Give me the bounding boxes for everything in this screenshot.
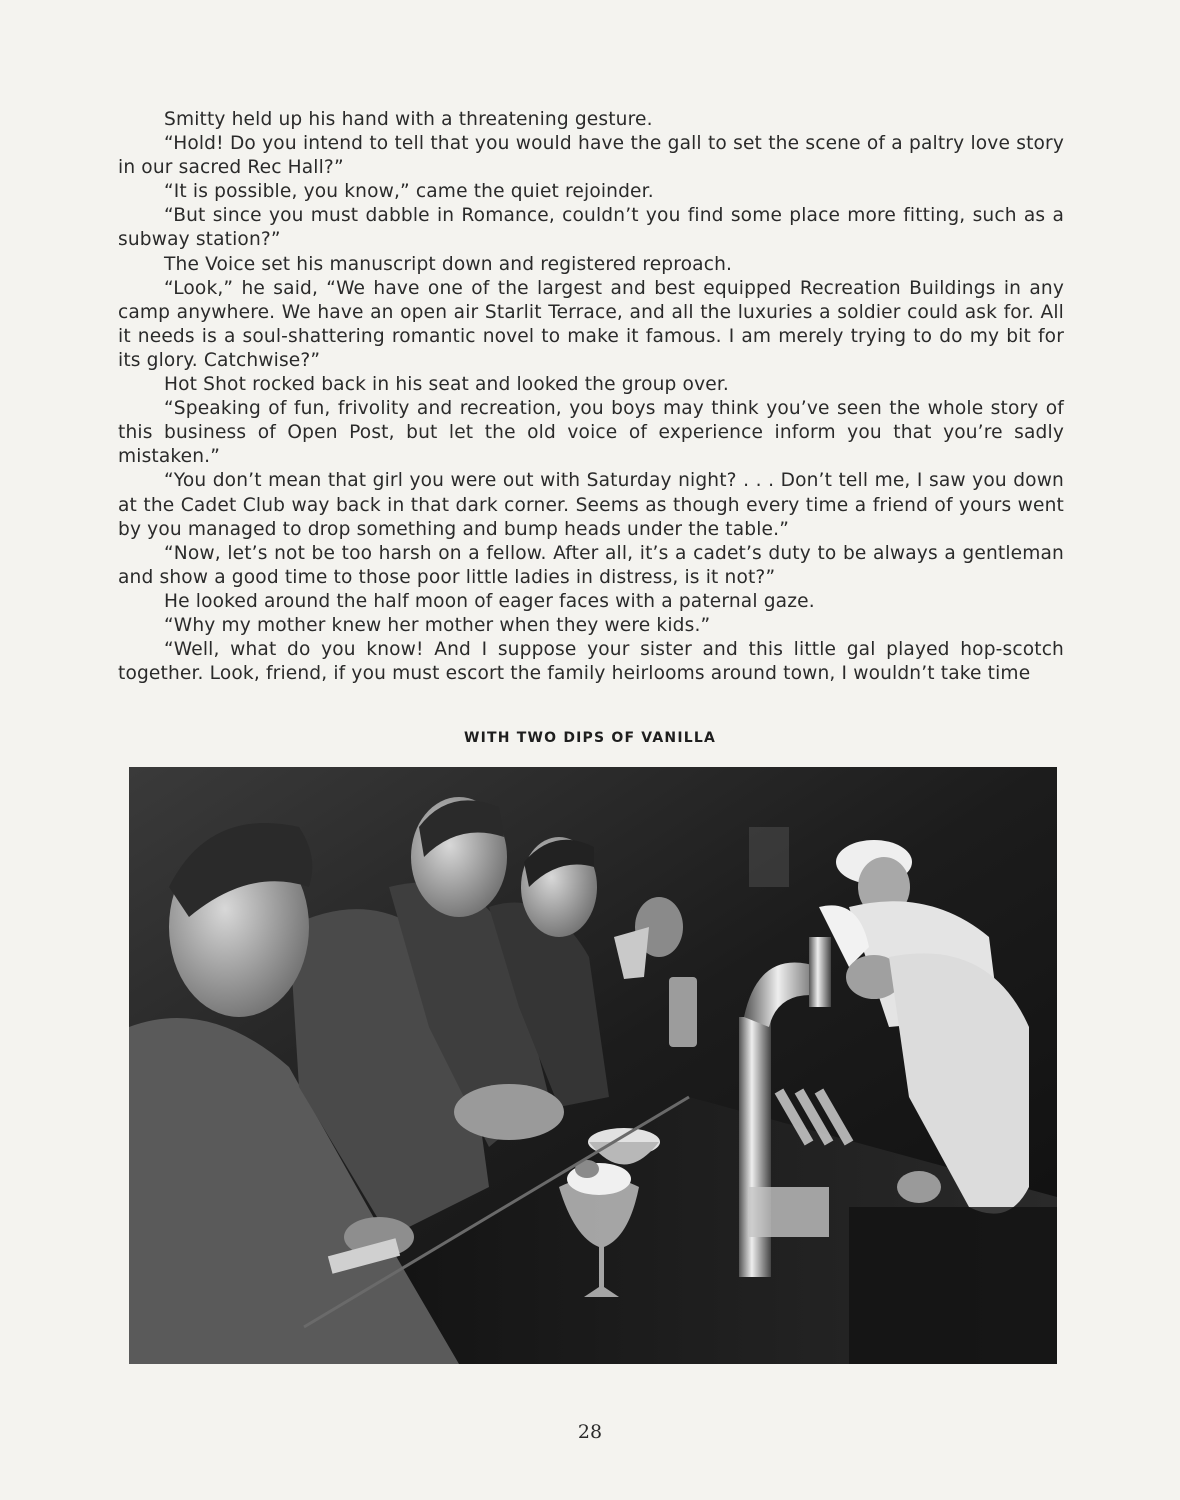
paragraph: “It is possible, you know,” came the quiet rejoinder. <box>164 181 654 203</box>
paragraph: “Speaking of fun, frivolity and recreation, you boys may think you’ve seen the whole story of this business of Open Post, but let the old voice of experience inform you that you’re sadly mistaken.” <box>118 398 1064 468</box>
paragraph: “Well, what do you know! And I suppose your sister and this little gal played hop-scotch together. Look, friend, if you must escort the family heirlooms around town, I wouldn’t take time <box>118 639 1064 685</box>
paragraph: “You don’t mean that girl you were out with Saturday night? . . . Don’t tell me, I saw you down at the Cadet Club way back in that dark corner. Seems as though every time a friend of yours went by you managed to drop something and bump heads under the table.” <box>118 470 1064 540</box>
body-text <box>118 108 1064 686</box>
paragraph: Hot Shot rocked back in his seat and looked the group over. <box>164 374 729 396</box>
paragraph: Smitty held up his hand with a threatening gesture. <box>164 109 653 130</box>
paragraph: “Now, let’s not be too harsh on a fellow. After all, it’s a cadet’s duty to be always a gentleman and show a good time to those poor little ladies in distress, is it not?” <box>118 542 1064 588</box>
soda-fountain-photo <box>129 767 1057 1364</box>
paragraph: He looked around the half moon of eager faces with a paternal gaze. <box>164 590 815 612</box>
paragraph: “Hold! Do you intend to tell that you would have the gall to set the scene of a paltry love story in our sacred Rec Hall?” <box>118 133 1064 179</box>
paragraph: “Why my mother knew her mother when they were kids.” <box>164 614 711 636</box>
paragraph: “But since you must dabble in Romance, couldn’t you find some place more fitting, such as a subway station?” <box>118 205 1064 251</box>
paragraph: “Look,” he said, “We have one of the largest and best equipped Recreation Buildings in any camp anywhere. We have an open air Starlit Terrace, and all the luxuries a soldier could ask for. All it needs is a soul-shattering romantic novel to make it famous. I am merely trying to do my bit for its glory. Catchwise?” <box>118 277 1064 371</box>
page-number: 28 <box>577 1421 603 1443</box>
paragraph: The Voice set his manuscript down and registered reproach. <box>164 253 733 275</box>
photo-caption: WITH TWO DIPS OF VANILLA <box>463 730 717 746</box>
